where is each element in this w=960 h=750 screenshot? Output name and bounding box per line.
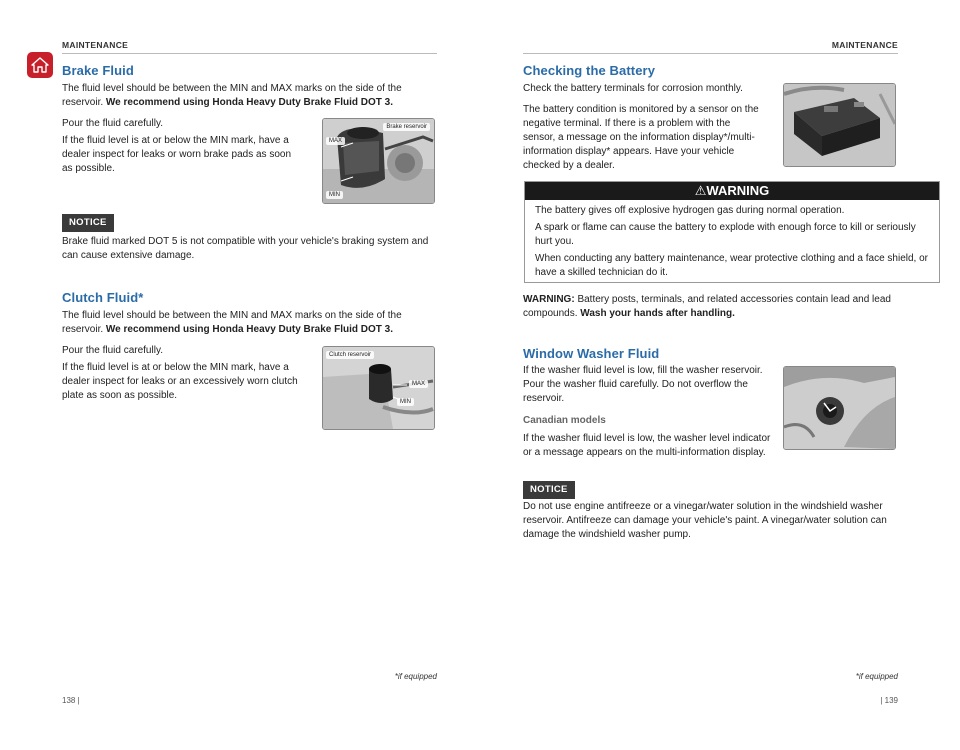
- header-rule: [62, 53, 437, 54]
- right-page-number: | 139: [880, 696, 898, 705]
- brake-max-label: MAX: [326, 137, 345, 145]
- clutch-fluid-title: Clutch Fluid*: [62, 290, 144, 305]
- brake-pour-text: Pour the fluid carefully.: [62, 118, 163, 129]
- brake-reservoir-label: Brake reservoir: [383, 123, 430, 131]
- clutch-fluid-intro: The fluid level should be between the MIN and MAX marks on the side of the reservoir. We recommend using Honda Heavy Duty Brake Fluid DOT 3.: [62, 310, 402, 335]
- left-footnote: *if equipped: [394, 672, 437, 681]
- washer-reservoir-figure: [783, 366, 896, 450]
- canadian-models-label: Canadian models: [523, 415, 606, 426]
- battery-title: Checking the Battery: [523, 63, 656, 78]
- warning-line-3: When conducting any battery maintenance, wear protective clothing and a face shield, or have a skilled technician do it.: [535, 253, 929, 278]
- clutch-min-label: MIN: [397, 398, 414, 406]
- washer-notice-badge: NOTICE: [523, 481, 575, 499]
- section-header: MAINTENANCE: [831, 40, 898, 50]
- header-rule: [523, 53, 898, 54]
- brake-fluid-intro: The fluid level should be between the MIN and MAX marks on the side of the reservoir. We recommend using Honda Heavy Duty Brake Fluid DOT 3.: [62, 83, 402, 108]
- warning-header: ⚠WARNING: [525, 182, 939, 200]
- brake-notice-text: Brake fluid marked DOT 5 is not compatible with your vehicle's braking system and can cause extensive damage.: [62, 236, 429, 261]
- clutch-pour-text: Pour the fluid carefully.: [62, 345, 163, 356]
- clutch-reservoir-label: Clutch reservoir: [326, 351, 374, 359]
- battery-sensor-text: The battery condition is monitored by a sensor on the negative terminal. If there is a problem with the sensor, a message on the information display*/multi-information display* appears. Have your vehicle checked by a dealer.: [523, 104, 759, 171]
- battery-warning-box: [524, 181, 940, 283]
- clutch-min-text: If the fluid level is at or below the MIN mark, have a dealer inspect for leaks or an excessively worn clutch plate as soon as possible.: [62, 362, 298, 401]
- right-footnote: *if equipped: [855, 672, 898, 681]
- home-icon[interactable]: [27, 52, 53, 78]
- washer-canadian-text: If the washer fluid level is low, the washer level indicator or a message appears on the multi-information display.: [523, 433, 771, 458]
- lead-warning-text: WARNING: Battery posts, terminals, and related accessories contain lead and lead compounds. Wash your hands after handling.: [523, 294, 891, 319]
- warning-line-2: A spark or flame can cause the battery to explode with enough force to kill or seriously hurt you.: [535, 222, 916, 247]
- washer-fluid-title: Window Washer Fluid: [523, 346, 660, 361]
- section-header: MAINTENANCE: [62, 40, 129, 50]
- brake-min-text: If the fluid level is at or below the MIN mark, have a dealer inspect for leaks or worn brake pads as soon as possible.: [62, 135, 292, 174]
- clutch-reservoir-figure: [322, 346, 435, 430]
- clutch-max-label: MAX: [409, 380, 428, 388]
- brake-fluid-title: Brake Fluid: [62, 63, 134, 78]
- brake-notice-badge: NOTICE: [62, 214, 114, 232]
- battery-check-text: Check the battery terminals for corrosion monthly.: [523, 83, 743, 94]
- brake-reservoir-figure: [322, 118, 435, 204]
- warning-triangle-icon: ⚠: [694, 183, 707, 198]
- brake-min-label: MIN: [326, 191, 343, 199]
- washer-fill-text: If the washer fluid level is low, fill the washer reservoir. Pour the washer fluid carefully. Do not overflow the reservoir.: [523, 365, 763, 404]
- warning-line-1: The battery gives off explosive hydrogen gas during normal operation.: [535, 205, 845, 216]
- battery-figure: [783, 83, 896, 167]
- left-page-number: 138 |: [62, 696, 80, 705]
- washer-notice-text: Do not use engine antifreeze or a vinegar/water solution in the windshield washer reservoir. Antifreeze can damage your vehicle's paint. A vinegar/water solution can damage the windshield washer pump.: [523, 501, 887, 540]
- right-page: [480, 0, 960, 750]
